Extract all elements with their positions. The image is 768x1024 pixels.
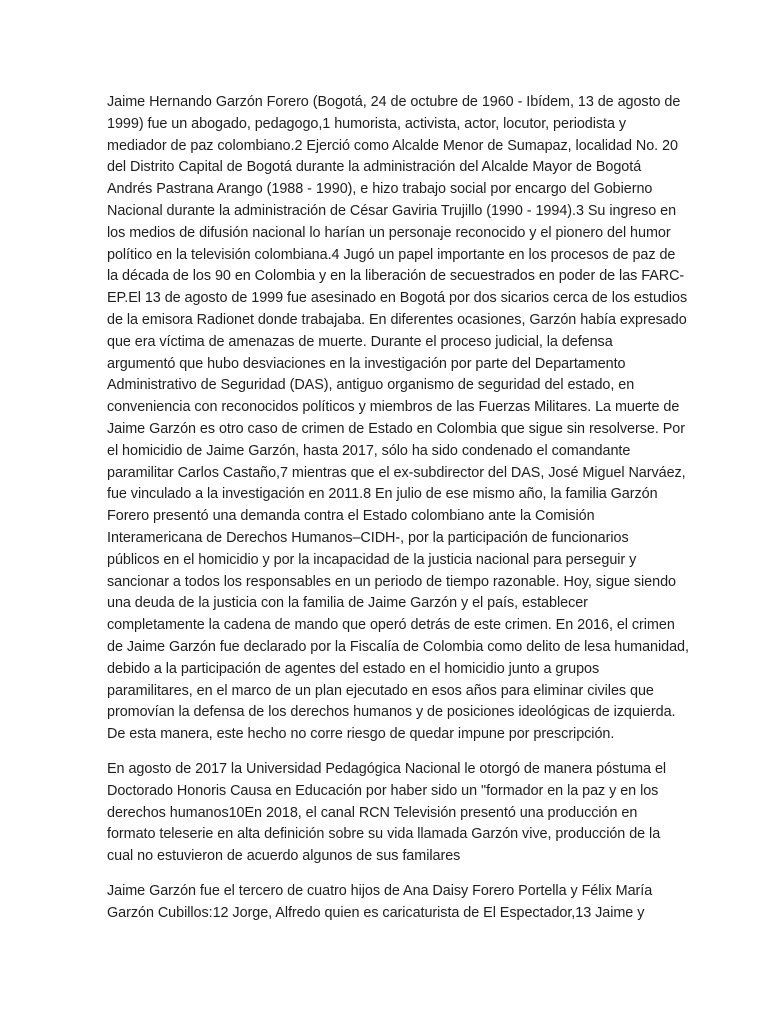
text-line: De esta manera, este hecho no corre riesgo de quedar impune por prescripción. — [107, 726, 615, 743]
text-line: Jaime Garzón es otro caso de crimen de Estado en Colombia que sigue sin resolverse. Por — [107, 420, 685, 437]
text-line: EP.El 13 de agosto de 1999 fue asesinado en Bogotá por dos sicarios cerca de los estudios — [107, 290, 688, 307]
text-line: sancionar a todos los responsables en un periodo de tiempo razonable. Hoy, sigue siendo — [107, 573, 676, 590]
text-line: de la emisora Radionet donde trabajaba. En diferentes ocasiones, Garzón había expresado — [107, 311, 687, 328]
text-line: derechos humanos10En 2018, el canal RCN Televisión presentó una producción en — [107, 804, 638, 821]
text-line: de Jaime Garzón fue declarado por la Fiscalía de Colombia como delito de lesa humanidad, — [107, 638, 689, 655]
text-line: Doctorado Honoris Causa en Educación por haber sido un "formador en la paz y en los — [107, 782, 659, 799]
text-line: Nacional durante la administración de César Gaviria Trujillo (1990 - 1994).3 Su ingreso en — [107, 202, 677, 219]
text-line: los medios de difusión nacional lo harían un personaje reconocido y el pionero del humor — [107, 224, 671, 241]
text-line: Interamericana de Derechos Humanos–CIDH-, por la participación de funcionarios — [107, 529, 629, 546]
text-line: paramilitar Carlos Castaño,7 mientras que el ex-subdirector del DAS, José Miguel Narváez, — [107, 464, 686, 481]
text-line: paramilitares, en el marco de un plan ejecutado en esos años para eliminar civiles que — [107, 682, 654, 699]
text-line: Jaime Hernando Garzón Forero (Bogotá, 24 de octubre de 1960 - Ibídem, 13 de agosto de — [107, 94, 681, 110]
text-line: públicos en el homicidio y por la incapacidad de la justicia nacional para perseguir y — [107, 551, 637, 568]
paragraph-family — [107, 881, 662, 925]
text-line: Andrés Pastrana Arango (1988 - 1990), e hizo trabajo social por encargo del Gobierno — [107, 181, 653, 198]
text-line: debido a la participación de agentes del estado en el homicidio junto a grupos — [107, 660, 600, 677]
text-line: que era víctima de amenazas de muerte. Durante el proceso judicial, la defensa — [107, 333, 613, 350]
text-line: una deuda de la justicia con la familia de Jaime Garzón y el país, establecer — [107, 595, 588, 612]
text-line: Jaime Garzón fue el tercero de cuatro hijos de Ana Daisy Forero Portella y Félix María — [107, 882, 653, 899]
text-line: argumentó que hubo desviaciones en la investigación por parte del Departamento — [107, 355, 626, 372]
text-line: Forero presentó una demanda contra el Estado colombiano ante la Comisión — [107, 508, 595, 525]
text-line: Administrativo de Seguridad (DAS), antiguo organismo de seguridad del estado, en — [107, 377, 635, 394]
text-line: conveniencia con reconocidos políticos y miembros de las Fuerzas Militares. La muerte de — [107, 399, 680, 416]
paragraph-biography — [107, 92, 689, 746]
text-line: político en la televisión colombiana.4 Jugó un papel importante en los procesos de paz de — [107, 246, 676, 263]
text-line: Garzón Cubillos:12 Jorge, Alfredo quien es caricaturista de El Espectador,13 Jaime y — [107, 904, 645, 921]
text-line: el homicidio de Jaime Garzón, hasta 2017, sólo ha sido condenado el comandante — [107, 442, 631, 459]
text-line: formato teleserie en alta definición sobre su vida llamada Garzón vive, producción de la — [107, 826, 661, 843]
paragraph-honors — [107, 759, 667, 868]
text-line: completamente la cadena de mando que operó detrás de este crimen. En 2016, el crimen — [107, 617, 675, 634]
text-line: En agosto de 2017 la Universidad Pedagógica Nacional le otorgó de manera póstuma el — [107, 760, 667, 777]
text-line: la década de los 90 en Colombia y en la liberación de secuestrados en poder de las FARC- — [107, 268, 685, 285]
text-line: promovían la defensa de los derechos humanos y de posiciones ideológicas de izquierda. — [107, 704, 676, 721]
text-line: fue vinculado a la investigación en 2011.8 En julio de ese mismo año, la familia Garzón — [107, 486, 658, 503]
text-line: del Distrito Capital de Bogotá durante la administración del Alcalde Mayor de Bogotá — [107, 159, 642, 176]
text-line: 1999) fue un abogado, pedagogo,1 humorista, activista, actor, locutor, periodista y — [107, 115, 627, 132]
text-line: cual no estuvieron de acuerdo algunos de sus familares — [107, 848, 461, 865]
text-line: mediador de paz colombiano.2 Ejerció como Alcalde Menor de Sumapaz, localidad No. 20 — [107, 137, 678, 154]
document-body — [107, 92, 689, 937]
